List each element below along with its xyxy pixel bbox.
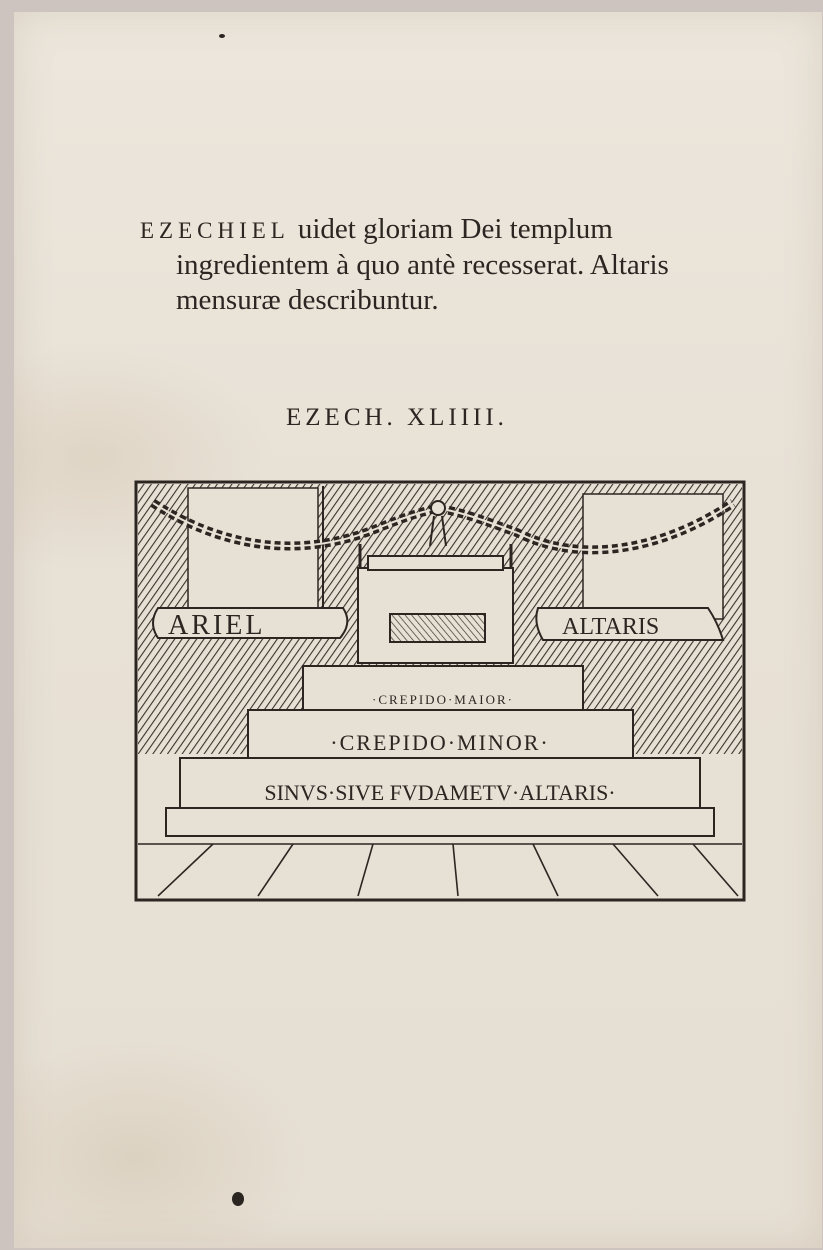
right-panel xyxy=(583,494,723,619)
altar-plinth xyxy=(166,808,714,836)
banner-right-text: ALTARIS xyxy=(562,614,660,640)
summary-line-3: mensuræ describuntur. xyxy=(176,284,439,316)
chapter-title: EZECH. XLIIII. xyxy=(286,404,508,431)
altar-woodcut xyxy=(118,468,750,902)
water-stain xyxy=(14,1032,314,1242)
summary-caps: EZECHIEL xyxy=(140,218,290,243)
garland-knot xyxy=(431,501,445,515)
chapter-summary xyxy=(140,212,780,318)
base-text: SINVS·SIVE FVDAMETV·ALTARIS· xyxy=(264,780,616,805)
summary-line-2: ingredientem à quo antè recesserat. Altaris xyxy=(176,249,669,281)
left-panel xyxy=(188,488,318,613)
summary-line-1 xyxy=(140,212,780,248)
ink-blot xyxy=(232,1192,244,1206)
banner-left-text: ARIEL xyxy=(168,610,266,641)
step-top-text: ·CREPIDO·MAIOR· xyxy=(372,692,514,707)
ink-speck xyxy=(219,34,225,38)
summary-line-1-text: uidet gloriam Dei templum xyxy=(297,213,613,245)
step-middle-text: ·CREPIDO·MINOR· xyxy=(330,730,550,755)
